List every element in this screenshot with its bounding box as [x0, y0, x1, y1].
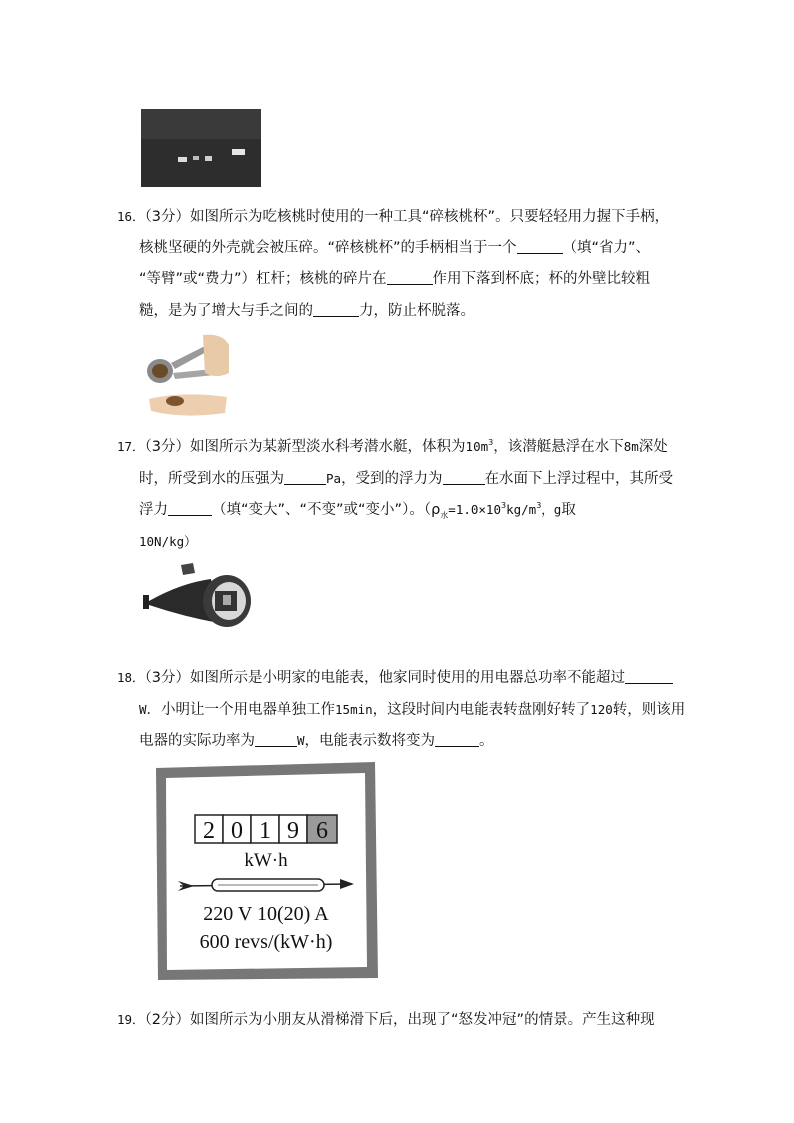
q16-text-line3b: 作用下落到杯底；杯的外壁比较粗 — [432, 271, 651, 287]
q18-revs: 120 — [590, 701, 613, 717]
q17-blank-3[interactable] — [168, 499, 212, 516]
q17-blank-1[interactable] — [284, 468, 326, 485]
q18-watt-unit-2: W — [297, 733, 305, 748]
q17-text-line1a: 如图所示为某新型淡水科考潜水艇，体积为 — [190, 439, 466, 455]
submarine-icon — [141, 563, 253, 635]
meter-digit-2: 0 — [231, 818, 243, 844]
q16-text-line3a: “等臂”或“费力”）杠杆；核桃的碎片在 — [139, 271, 387, 287]
q18-text-line3c: 。 — [479, 733, 494, 749]
q17-rho-unit-exp: 3 — [536, 501, 542, 510]
q16-blank-3[interactable] — [313, 300, 359, 317]
dark-photo — [141, 109, 261, 187]
top-figure-photo — [141, 109, 261, 187]
q19-score: （2分） — [144, 1012, 191, 1028]
q17-text-line2c: 在水面下上浮过程中，其所受 — [484, 470, 674, 487]
meter-digit-4: 9 — [287, 818, 299, 844]
meter-constant: 600 revs/(kW·h) — [199, 931, 333, 953]
q16-text-line4a: 糙，是为了增大与手之间的 — [139, 302, 313, 319]
q16-text-line4b: 力，防止杯脱落。 — [359, 302, 475, 319]
q16-text-line2-end: （填“省力”、 — [562, 239, 651, 256]
q18-text-line1: 如图所示是小明家的电能表，他家同时使用的用电器总功率不能超过 — [190, 670, 626, 686]
q17-text-line4: 10N/kg） — [139, 533, 197, 549]
electric-meter-figure — [154, 762, 378, 980]
q17-text-line3a: 浮力 — [139, 502, 168, 518]
q17-volume: 10m — [465, 439, 489, 454]
q17-text-line1b: ，该潜艇悬浮在水下 — [493, 439, 624, 455]
q17-pa-unit: Pa — [326, 470, 342, 486]
q18-text-line3b: ，电能表示数将变为 — [304, 733, 436, 749]
q17-text-line2b: ，受到的浮力为 — [341, 470, 443, 487]
meter-digit-boxes — [195, 815, 337, 844]
question-18 — [117, 662, 686, 757]
meter-digit-5: 6 — [316, 818, 328, 844]
q17-number: 17． — [117, 439, 145, 454]
q17-rho-value: =1.0×10 — [448, 502, 501, 517]
q19-number: 19． — [117, 1012, 145, 1027]
q17-rho-unit: kg/m — [506, 502, 537, 517]
q16-blank-1[interactable] — [517, 237, 563, 254]
meter-digit-1: 2 — [203, 818, 215, 844]
q17-depth: 8m — [623, 439, 639, 454]
question-19 — [117, 1004, 682, 1036]
q19-text-line1: 如图所示为小朋友从滑梯滑下后，出现了“怒发冲冠”的情景。产生这种现 — [190, 1012, 655, 1028]
q18-blank-2[interactable] — [255, 730, 297, 747]
q17-text-line1c: 深处 — [638, 439, 668, 455]
q16-number: 16． — [117, 209, 145, 224]
question-17 — [117, 431, 682, 557]
q17-g-take: 取 — [561, 502, 576, 518]
q17-blank-2[interactable] — [443, 468, 485, 485]
q18-text-line2c: 转，则该用 — [612, 701, 686, 718]
q18-number: 18． — [117, 670, 145, 685]
q18-watt-unit-1: W — [139, 701, 147, 717]
q17-rho-sub: 水 — [440, 510, 449, 520]
q18-score: （3分） — [144, 670, 191, 686]
submarine-figure — [141, 563, 253, 635]
nutcracker-icon — [143, 333, 231, 419]
q18-text-line3a: 电器的实际功率为 — [139, 733, 255, 749]
nutcracker-figure — [143, 333, 231, 419]
q18-blank-1[interactable] — [625, 667, 673, 684]
q18-time: 15min — [335, 701, 373, 717]
meter-unit: kW·h — [244, 850, 288, 871]
q18-text-line2a: ．小明让一个用电器单独工作 — [146, 701, 336, 718]
q16-blank-2[interactable] — [387, 268, 433, 285]
q18-text-line2b: ，这段时间内电能表转盘刚好转了 — [372, 701, 591, 718]
q17-rho-exp: 3 — [500, 501, 507, 510]
meter-digit-3: 1 — [259, 818, 271, 844]
q17-text-line3b: （填“变大”、“不变”或“变小”）。（ — [212, 502, 432, 518]
q17-text-line2a: 时，所受到水的压强为 — [139, 470, 284, 487]
q16-text-line2: 核桃坚硬的外壳就会被压碎。“碎核桃杯”的手柄相当于一个 — [139, 239, 517, 256]
meter-rating: 220 V 10(20) A — [203, 903, 329, 925]
q18-blank-3[interactable] — [435, 730, 479, 747]
q16-text-line1: 如图所示为吃核桃时使用的一种工具“碎核桃杯”。只要轻轻用力握下手柄， — [190, 209, 670, 225]
q17-volume-exp: 3 — [488, 438, 494, 447]
q17-g: ，g — [541, 502, 562, 517]
electric-meter — [154, 762, 378, 980]
q17-rho: ρ — [431, 502, 441, 518]
q17-score: （3分） — [144, 439, 191, 455]
question-16 — [117, 201, 682, 327]
q16-score: （3分） — [144, 209, 191, 225]
